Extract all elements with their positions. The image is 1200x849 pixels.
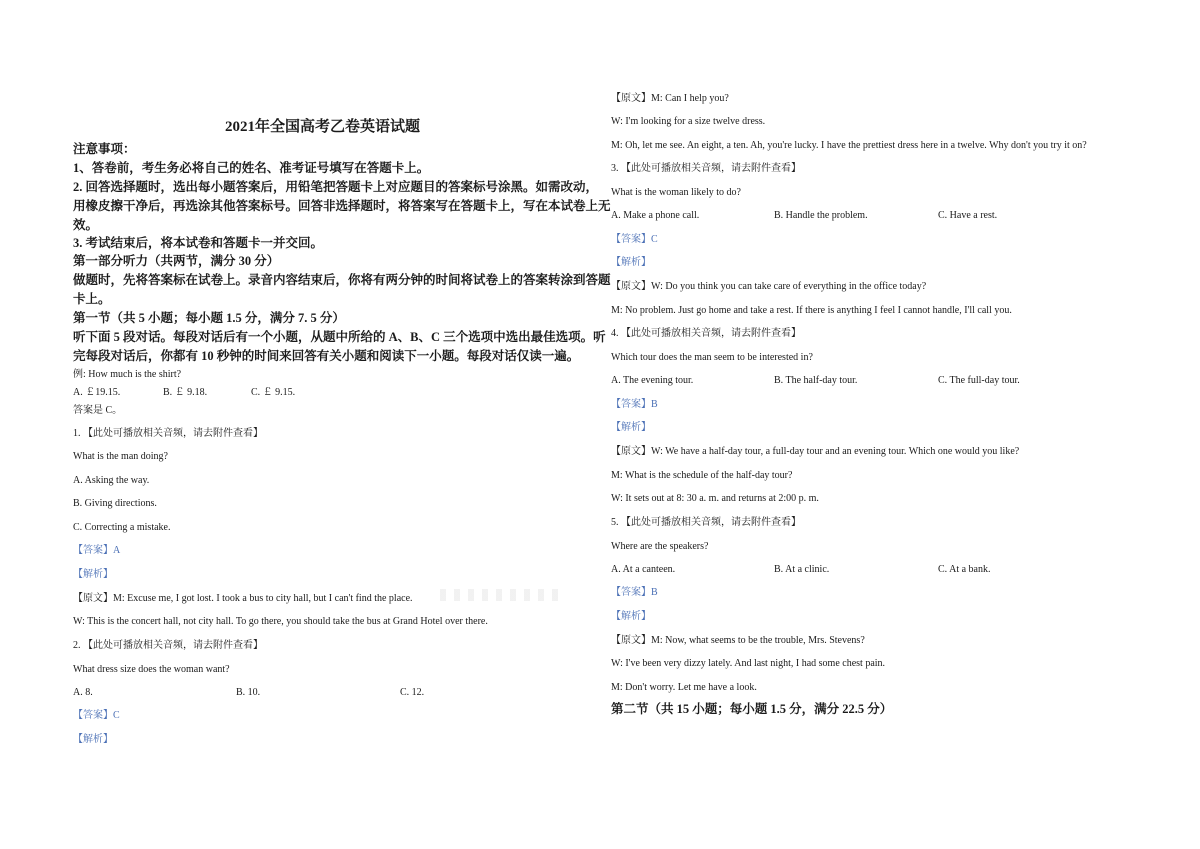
section1-heading: 第一节（共 5 小题；每小题 1.5 分，满分 7. 5 分） xyxy=(73,311,345,325)
page-title: 2021年全国高考乙卷英语试题 xyxy=(225,119,421,135)
q4-transcript-line2: M: What is the schedule of the half-day tour? xyxy=(611,470,793,481)
q3-option-c: C. Have a rest. xyxy=(938,210,998,221)
q1-transcript-line1: 【原文】M: Excuse me, I got lost. I took a bus to city hall, but I can't find the place. xyxy=(73,593,413,604)
q2-transcript-line3: M: Oh, let me see. An eight, a ten. Ah, you're lucky. I have the prettiest dress here in a twelve. Why don't you try it on? xyxy=(611,140,1087,151)
q5-transcript-line2: W: I've been very dizzy lately. And last night, I had some chest pain. xyxy=(611,658,886,669)
q1-transcript-line2: W: This is the concert hall, not city hall. To go there, you should take the bus at Grand Hotel over there. xyxy=(73,616,488,627)
q3-option-a: A. Make a phone call. xyxy=(611,210,700,221)
q5-transcript-line3: M: Don't worry. Let me have a look. xyxy=(611,682,757,693)
q2-option-b: B. 10. xyxy=(236,687,261,698)
notice-heading: 注意事项： xyxy=(73,142,136,156)
part1-instructions-line2: 卡上。 xyxy=(73,292,111,306)
q4-explanation-label: 【解析】 xyxy=(611,422,651,433)
q1-answer: 【答案】A xyxy=(73,545,121,556)
q2-heading: 2. 【此处可播放相关音频，请去附件查看】 xyxy=(73,640,263,651)
q2-answer: 【答案】C xyxy=(73,710,120,721)
notice-item-2-line1: 2. 回答选择题时，选出每小题答案后，用铅笔把答题卡上对应题目的答案标号涂黑。如需改动， xyxy=(73,180,599,194)
q5-option-c: C. At a bank. xyxy=(938,564,991,575)
q1-heading: 1. 【此处可播放相关音频，请去附件查看】 xyxy=(73,428,263,439)
example-option-b: B. ￡ 9.18. xyxy=(163,387,208,398)
q2-transcript-line2: W: I'm looking for a size twelve dress. xyxy=(611,116,766,127)
q5-question: Where are the speakers? xyxy=(611,541,709,552)
q3-transcript-line1: 【原文】W: Do you think you can take care of everything in the office today? xyxy=(611,281,927,292)
notice-item-2-line2: 用橡皮擦干净后，再选涂其他答案标号。回答非选择题时，将答案写在答题卡上，写在本试卷上无 xyxy=(73,199,611,213)
q2-transcript-line1: 【原文】M: Can I help you? xyxy=(611,93,729,104)
example-question: 例: How much is the shirt? xyxy=(73,369,182,380)
q5-option-b: B. At a clinic. xyxy=(774,564,830,575)
q5-transcript-line1: 【原文】M: Now, what seems to be the trouble, Mrs. Stevens? xyxy=(611,635,865,646)
q2-option-c: C. 12. xyxy=(400,687,425,698)
example-answer: 答案是 C。 xyxy=(73,405,123,416)
q1-option-b: B. Giving directions. xyxy=(73,498,157,509)
q5-option-a: A. At a canteen. xyxy=(611,564,676,575)
q2-question: What dress size does the woman want? xyxy=(73,664,230,675)
part1-instructions-line1: 做题时，先将答案标在试卷上。录音内容结束后，你将有两分钟的时间将试卷上的答案转涂到答题 xyxy=(73,273,611,287)
q1-explanation-label: 【解析】 xyxy=(73,569,113,580)
q4-answer: 【答案】B xyxy=(611,399,658,410)
q4-question: Which tour does the man seem to be interested in? xyxy=(611,352,813,363)
q3-option-b: B. Handle the problem. xyxy=(774,210,868,221)
q3-explanation-label: 【解析】 xyxy=(611,257,651,268)
q2-explanation-label: 【解析】 xyxy=(73,734,113,745)
q5-explanation-label: 【解析】 xyxy=(611,611,651,622)
q4-transcript-line1: 【原文】W: We have a half-day tour, a full-day tour and an evening tour. Which one would you like? xyxy=(611,446,1020,457)
q4-transcript-line3: W: It sets out at 8: 30 a. m. and returns at 2:00 p. m. xyxy=(611,493,819,504)
q3-transcript-line2: M: No problem. Just go home and take a rest. If there is anything I feel I cannot handle, I'll call you. xyxy=(611,305,1012,316)
q4-option-a: A. The evening tour. xyxy=(611,375,694,386)
q1-option-c: C. Correcting a mistake. xyxy=(73,522,171,533)
example-option-c: C. ￡ 9.15. xyxy=(251,387,296,398)
q4-option-c: C. The full-day tour. xyxy=(938,375,1020,386)
example-option-a: A. ￡19.15. xyxy=(73,387,121,398)
q3-heading: 3. 【此处可播放相关音频，请去附件查看】 xyxy=(611,163,801,174)
notice-item-2-line3: 效。 xyxy=(73,218,99,232)
q4-option-b: B. The half-day tour. xyxy=(774,375,858,386)
faint-watermark xyxy=(440,589,560,601)
notice-item-1: 1、答卷前，考生务必将自己的姓名、准考证号填写在答题卡上。 xyxy=(73,161,430,175)
q1-option-a: A. Asking the way. xyxy=(73,475,150,486)
q4-heading: 4. 【此处可播放相关音频，请去附件查看】 xyxy=(611,328,801,339)
q5-answer: 【答案】B xyxy=(611,587,658,598)
q5-heading: 5. 【此处可播放相关音频，请去附件查看】 xyxy=(611,517,801,528)
q1-question: What is the man doing? xyxy=(73,451,168,462)
q3-question: What is the woman likely to do? xyxy=(611,187,741,198)
section1-instructions-line1: 听下面 5 段对话。每段对话后有一个小题，从题中所给的 A、B、C 三个选项中选出最佳选项。听 xyxy=(73,330,606,344)
q2-option-a: A. 8. xyxy=(73,687,93,698)
notice-item-3: 3. 考试结束后，将本试卷和答题卡一并交回。 xyxy=(73,236,324,250)
q3-answer: 【答案】C xyxy=(611,234,658,245)
section2-heading: 第二节（共 15 小题；每小题 1.5 分，满分 22.5 分） xyxy=(611,702,893,716)
section1-instructions-line2: 完每段对话后，你都有 10 秒钟的时间来回答有关小题和阅读下一小题。每段对话仅读一遍。 xyxy=(73,349,580,363)
part1-heading: 第一部分听力（共两节，满分 30 分） xyxy=(73,254,280,268)
